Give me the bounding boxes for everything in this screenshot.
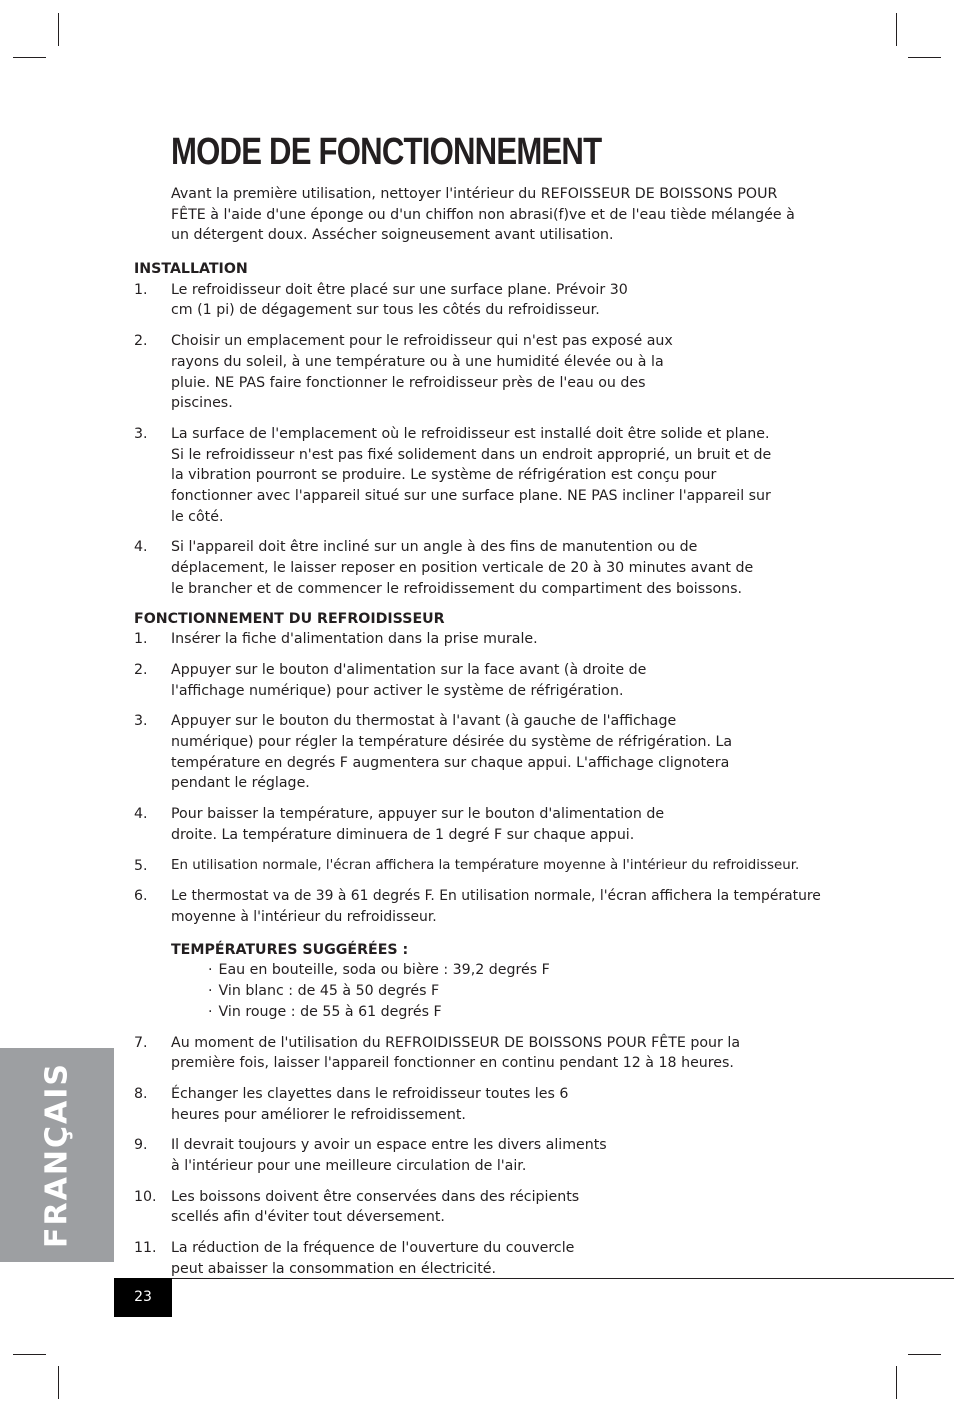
item-text: Il devrait toujours y avoir un espace entre les divers aliments à l'intérieur pour une meilleure circulation de l'air. [171, 1137, 607, 1175]
page-number: 23 [134, 1289, 152, 1305]
item-text: Les boissons doivent être conservées dans des récipients scellés afin d'éviter tout déversement. [171, 1188, 580, 1226]
list-item [134, 1238, 854, 1279]
item-text: La réduction de la fréquence de l'ouverture du couvercle peut abaisser la consommation en électricité. [171, 1240, 575, 1277]
bullet-icon: · [208, 1003, 213, 1020]
item-number: 4. [134, 806, 148, 823]
installation-heading: INSTALLATION [134, 261, 248, 277]
item-number: 6. [134, 888, 148, 905]
footer-rule [114, 1278, 954, 1279]
item-text: La surface de l'emplacement où le refroidisseur est installé doit être solide et plane. Si le refroidisseur n'est pas fixé solidement dans un endroit approprié, un bruit et de la vibration pourront se produire. Le système de réfrigération est conçu pour fonctionner avec l'appareil situé sur une surface plane. NE PAS incliner l'appareil sur le côté. [171, 425, 772, 525]
list-item [208, 981, 854, 1002]
list-item [134, 629, 854, 650]
item-number: 3. [134, 713, 148, 730]
crop-mark [908, 57, 941, 58]
item-text: Choisir un emplacement pour le refroidisseur qui n'est pas exposé aux rayons du soleil, à une température ou à une humidité élevée ou à la pluie. NE PAS faire fonctionner le refroidisseur près de l'eau ou des piscines. [171, 333, 673, 412]
list-item [134, 424, 854, 528]
item-text: En utilisation normale, l'écran affichera la température moyenne à l'intérieur du refroidisseur. [171, 857, 800, 873]
crop-mark [58, 1366, 59, 1399]
list-item [208, 1002, 854, 1023]
item-number: 11. [134, 1240, 157, 1257]
page-title: MODE DE FONCTIONNEMENT [171, 131, 602, 173]
list-item [134, 1033, 854, 1074]
item-text: Le refroidisseur doit être placé sur une surface plane. Prévoir 30 cm (1 pi) de dégagement sur tous les côtés du refroidisseur. [171, 281, 628, 319]
list-item [134, 1135, 854, 1176]
crop-mark [896, 1366, 897, 1399]
item-text: Au moment de l'utilisation du REFROIDISSEUR DE BOISSONS POUR FÊTE pour la première fois, laisser l'appareil fonctionner en continu pendant 12 à 18 heures. [171, 1034, 741, 1072]
crop-mark [13, 57, 46, 58]
item-number: 10. [134, 1188, 157, 1205]
language-label: FRANÇAIS [39, 1062, 75, 1248]
item-number: 5. [134, 857, 148, 874]
list-item [134, 1084, 854, 1125]
item-number: 1. [134, 281, 148, 298]
list-item [134, 280, 854, 321]
suggested-temperatures-heading: TEMPÉRATURES SUGGÉRÉES : [171, 941, 409, 958]
list-item [134, 856, 854, 877]
crop-mark [896, 13, 897, 46]
operation-heading: FONCTIONNEMENT DU REFROIDISSEUR [134, 610, 445, 627]
item-number: 1. [134, 631, 148, 648]
bullet-text: Vin blanc : de 45 à 50 degrés F [218, 983, 440, 1000]
list-item [208, 960, 854, 981]
list-item [134, 711, 854, 794]
list-item [134, 804, 854, 845]
list-item [134, 886, 854, 927]
item-text: Appuyer sur le bouton d'alimentation sur la face avant (à droite de l'affichage numérique) pour activer le système de réfrigération. [171, 661, 647, 699]
intro-paragraph: Avant la première utilisation, nettoyer l'intérieur du REFOISSEUR DE BOISSONS POUR FÊTE à l'aide d'une éponge ou d'un chiffon non abrasi(f)ve et de l'eau tiède mélangée à un détergent doux. Assécher soigneusement avant utilisation. [171, 186, 795, 244]
item-text: Insérer la fiche d'alimentation dans la prise murale. [171, 631, 538, 648]
main-content [134, 259, 854, 1290]
bullet-icon: · [208, 983, 213, 1000]
list-item [134, 660, 854, 701]
item-text: Échanger les clayettes dans le refroidisseur toutes les 6 heures pour améliorer le refroidissement. [171, 1085, 569, 1123]
crop-mark [908, 1354, 941, 1355]
suggested-temperatures-list [208, 960, 854, 1022]
item-number: 4. [134, 539, 148, 556]
language-tab [0, 1048, 114, 1262]
item-text: Le thermostat va de 39 à 61 degrés F. En utilisation normale, l'écran affichera la température moyenne à l'intérieur du refroidisseur. [171, 888, 821, 925]
item-number: 8. [134, 1085, 148, 1102]
item-number: 2. [134, 333, 148, 350]
item-number: 9. [134, 1137, 148, 1154]
list-item [134, 1187, 854, 1228]
bullet-text: Vin rouge : de 55 à 61 degrés F [218, 1003, 442, 1020]
crop-mark [58, 13, 59, 46]
list-item [134, 537, 854, 599]
item-text: Appuyer sur le bouton du thermostat à l'avant (à gauche de l'affichage numérique) pour régler la température désirée du système de réfrigération. La température en degrés F augmentera sur chaque appui. L'affichage clignotera pendant le réglage. [171, 713, 733, 792]
item-number: 3. [134, 425, 148, 442]
item-number: 7. [134, 1034, 148, 1051]
bullet-icon: · [208, 962, 213, 979]
page-number-box [114, 1278, 172, 1317]
item-text: Si l'appareil doit être incliné sur un angle à des fins de manutention ou de déplacement, le laisser reposer en position verticale de 20 à 30 minutes avant de le brancher et de commencer le refroidissement du compartiment des boissons. [171, 539, 754, 597]
item-number: 2. [134, 661, 148, 678]
item-text: Pour baisser la température, appuyer sur le bouton d'alimentation de droite. La température diminuera de 1 degré F sur chaque appui. [171, 806, 665, 843]
crop-mark [13, 1354, 46, 1355]
list-item [134, 331, 854, 414]
bullet-text: Eau en bouteille, soda ou bière : 39,2 degrés F [218, 962, 550, 979]
